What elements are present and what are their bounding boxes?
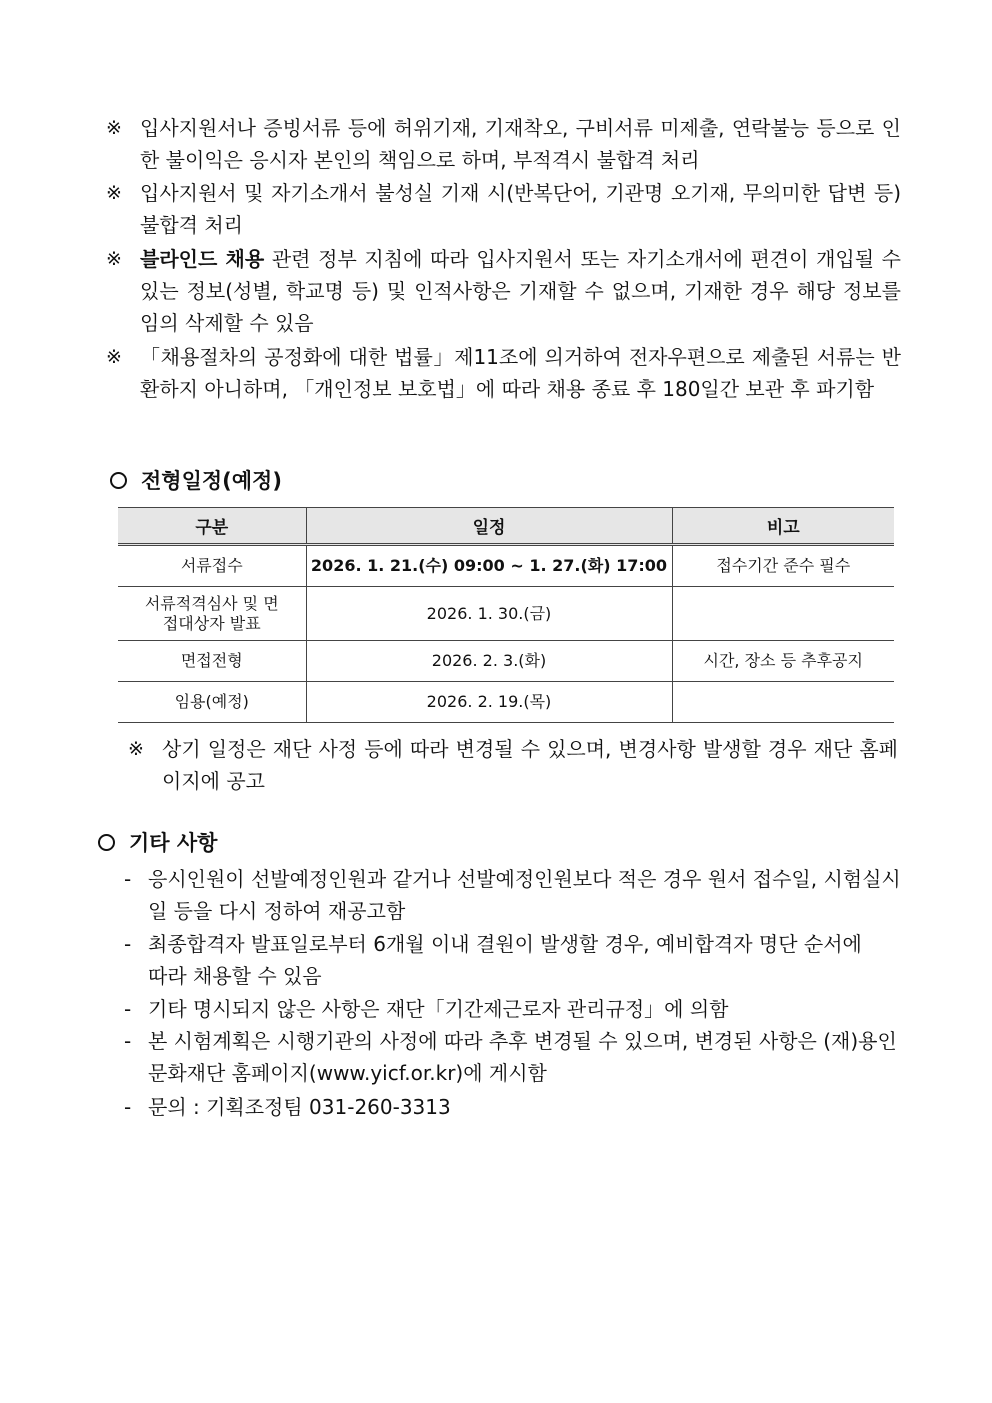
table-row [118,682,894,723]
note-blind-recruitment [106,243,901,339]
category-cell: 면접전형 [118,641,306,682]
etc-item [124,1091,904,1123]
circle-bullet-icon [110,472,127,489]
note-cell [672,682,894,723]
etc-item-text: 본 시험계획은 시행기관의 사정에 따라 추후 변경될 수 있으며, 변경된 사항은 (재)용인문화재단 홈페이지(www.yicf.or.kr)에 게시함 [148,1029,897,1085]
note-insincere-entry [106,177,901,241]
category-cell: 서류적격심사 및 면접대상자 발표 [118,587,306,641]
category-cell: 서류접수 [118,545,306,587]
etc-item [124,928,864,992]
dash-bullet: - [124,1095,132,1119]
column-header: 구분 [118,508,306,545]
etc-item-text: 최종합격자 발표일로부터 6개월 이내 결원이 발생할 경우, 예비합격자 명단 순서에 따라 채용할 수 있음 [148,932,862,988]
reference-mark: ※ [128,738,144,760]
note-cell [672,587,894,641]
column-header: 일정 [306,508,672,545]
note-text: 입사지원서나 증빙서류 등에 허위기재, 기재착오, 구비서류 미제출, 연락불능 등으로 인한 불이익은 응시자 본인의 책임으로 하며, 부적격시 불합격 처리 [140,116,901,172]
etc-item [124,863,904,927]
etc-heading [98,828,217,858]
circle-bullet-icon [98,834,115,851]
etc-item [124,993,904,1025]
category-cell: 임용(예정) [118,682,306,723]
reference-mark: ※ [106,117,122,139]
note-cell: 시간, 장소 등 추후공지 [672,641,894,682]
column-header: 비고 [672,508,894,545]
schedule-table [118,507,894,723]
footnote-text: 상기 일정은 재단 사정 등에 따라 변경될 수 있으며, 변경사항 발생할 경우 재단 홈페이지에 공고 [162,737,898,793]
table-row [118,587,894,641]
etc-item-text: 기타 명시되지 않은 사항은 재단「기간제근로자 관리규정」에 의함 [148,997,729,1021]
note-text [140,243,901,339]
dash-bullet: - [124,997,132,1021]
table-row [118,641,894,682]
dash-bullet: - [124,1029,132,1053]
schedule-footnote [128,733,898,797]
schedule-title: 전형일정(예정) [141,469,282,493]
note-false-info [106,112,901,176]
note-body: 관련 정부 지침에 따라 입사지원서 또는 자기소개서에 편견이 개입될 수 있는 정보(성별, 학교명 등) 및 인적사항은 기재할 수 없으며, 기재한 경우 해당 정보를 임의 삭제할 수 있음 [140,247,901,335]
date-cell: 2026. 1. 30.(금) [306,587,672,641]
schedule-heading [110,466,282,496]
etc-item-text: 문의 : 기획조정팀 031-260-3313 [148,1095,451,1119]
table-header-row [118,508,894,545]
date-cell: 2026. 2. 19.(목) [306,682,672,723]
note-bold-term: 블라인드 채용 [140,247,265,271]
reference-mark: ※ [106,346,122,368]
note-text: 「채용절차의 공정화에 대한 법률」제11조에 의거하여 전자우편으로 제출된 서류는 반환하지 아니하며, 「개인정보 보호법」에 따라 채용 종료 후 180일간 보관 후 파기함 [140,345,901,401]
etc-title: 기타 사항 [129,831,218,855]
etc-item [124,1025,904,1089]
etc-item-text: 응시인원이 선발예정인원과 같거나 선발예정인원보다 적은 경우 원서 접수일, 시험실시일 등을 다시 정하여 재공고함 [148,867,901,923]
date-cell: 2026. 1. 21.(수) 09:00 ~ 1. 27.(화) 17:00 [306,545,672,587]
reference-mark: ※ [106,248,122,270]
note-text: 입사지원서 및 자기소개서 불성실 기재 시(반복단어, 기관명 오기재, 무의미한 답변 등) 불합격 처리 [140,181,901,237]
date-cell: 2026. 2. 3.(화) [306,641,672,682]
table-row [118,545,894,587]
reference-mark: ※ [106,182,122,204]
dash-bullet: - [124,867,132,891]
note-cell: 접수기간 준수 필수 [672,545,894,587]
dash-bullet: - [124,932,132,956]
note-document-return [106,341,901,405]
